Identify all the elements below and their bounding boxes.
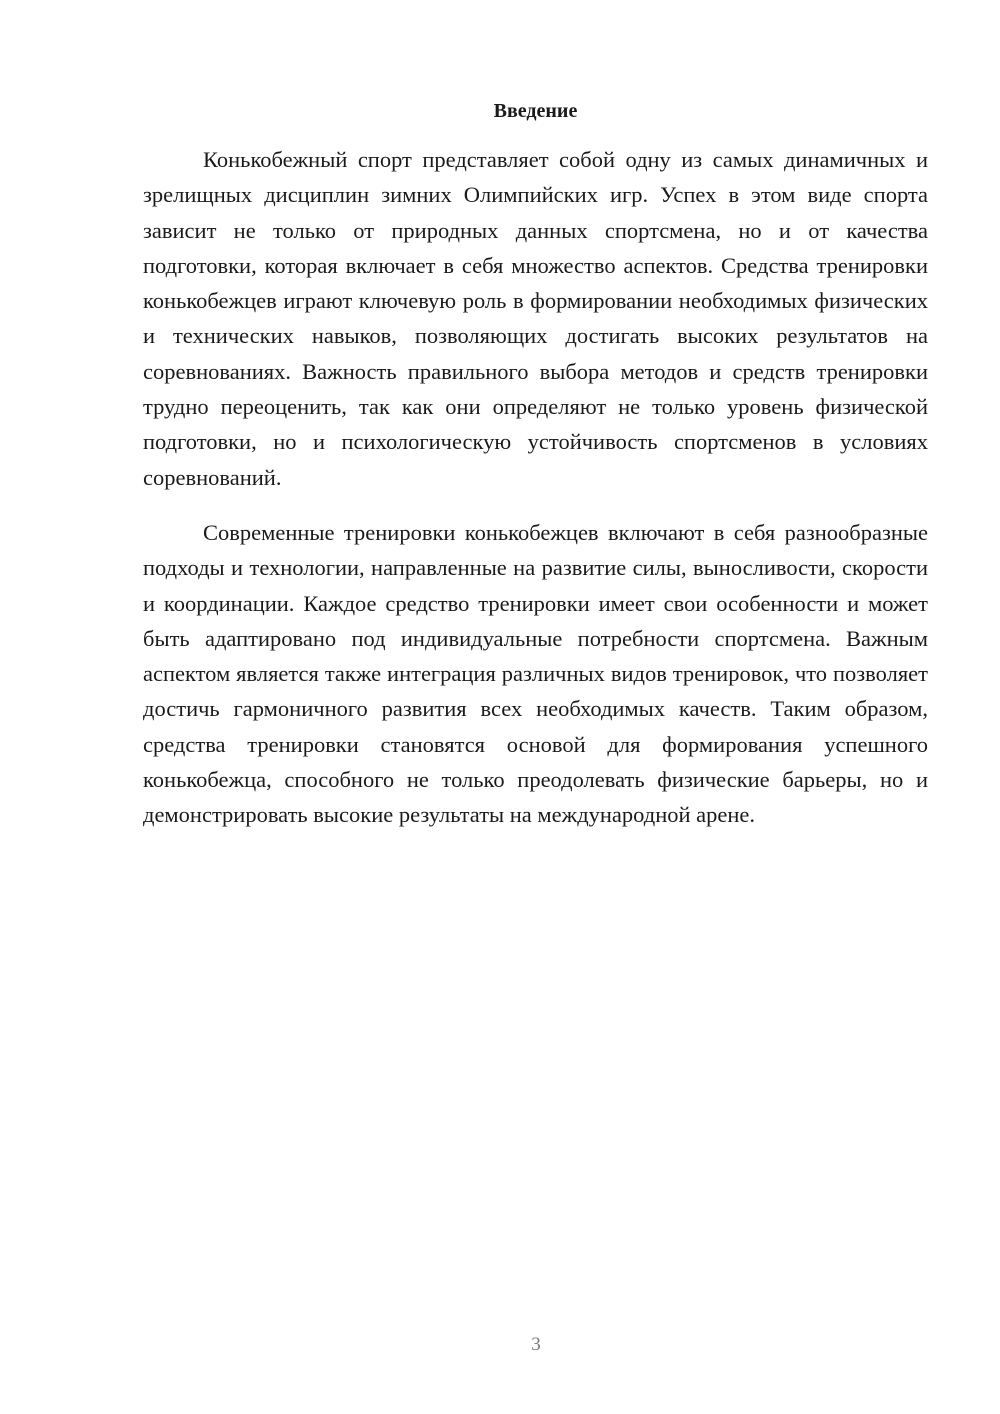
section-heading: Введение	[493, 100, 578, 122]
paragraph-2: Современные тренировки конькобежцев включают в себя разнообразные подходы и технологии, направленные на развитие силы, выносливости, скорости и координации. Каждое средство тренировки имеет свои особенности и может быть адаптировано под индивидуальные потребности спортсмена. Важным аспектом является также интеграция различных видов тренировок, что позволяет достичь гармоничного развития всех необходимых качеств. Таким образом, средства тренировки становятся основой для формирования успешного конькобежца, способного не только преодолевать физические барьеры, но и демонстрировать высокие результаты на международной арене.	[143, 519, 928, 828]
page-number: 3	[531, 1334, 541, 1355]
paragraph-1: Конькобежный спорт представляет собой одну из самых динамичных и зрелищных дисциплин зимних Олимпийских игр. Успех в этом виде спорта зависит не только от природных данных спортсмена, но и от качества подготовки, которая включает в себя множество аспектов. Средства тренировки конькобежцев играют ключевую роль в формировании необходимых физических и технических навыков, позволяющих достигать высоких результатов на соревнованиях. Важность правильного выбора методов и средств тренировки трудно переоценить, так как они определяют не только уровень физической подготовки, но и психологическую устойчивость спортсменов в условиях соревнований.	[143, 147, 928, 490]
body-text	[143, 142, 928, 833]
